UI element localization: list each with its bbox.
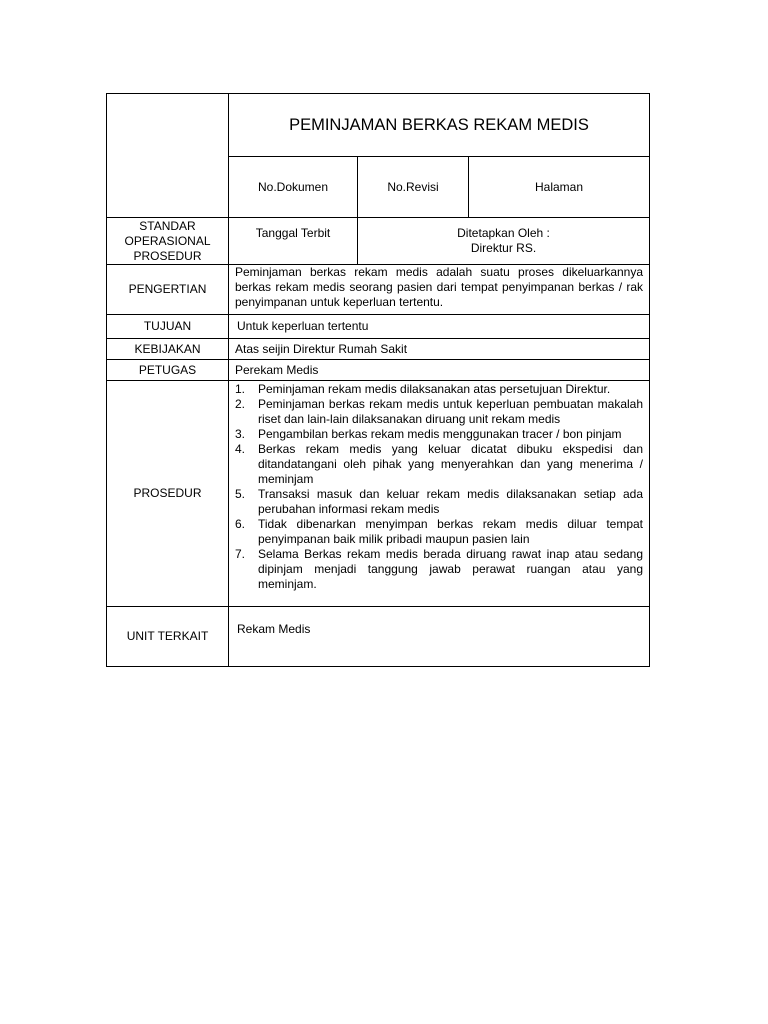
kebijakan-text: Atas seijin Direktur Rumah Sakit	[229, 339, 650, 360]
revision-number-header: No.Revisi	[358, 157, 469, 218]
document-title: PEMINJAMAN BERKAS REKAM MEDIS	[229, 94, 650, 157]
petugas-label: PETUGAS	[107, 360, 229, 381]
list-item: 4. Berkas rekam medis yang keluar dicatat dibuku ekspedisi dan ditandatangani oleh pihak yang menyerahkan dan yang menerima / meminjam	[235, 442, 644, 486]
list-item: 6. Tidak dibenarkan menyimpan berkas rekam medis diluar tempat penyimpanan baik milik pribadi maupun pasien lain	[235, 517, 644, 546]
prosedur-steps	[229, 381, 650, 607]
unit-terkait-label: UNIT TERKAIT	[107, 607, 229, 667]
list-item: 3. Pengambilan berkas rekam medis menggunakan tracer / bon pinjam	[235, 427, 622, 441]
doc-number-header: No.Dokumen	[229, 157, 358, 218]
tujuan-text: Untuk keperluan tertentu	[229, 315, 650, 339]
kebijakan-label: KEBIJAKAN	[107, 339, 229, 360]
tujuan-label: TUJUAN	[107, 315, 229, 339]
logo-cell	[107, 94, 229, 218]
pengertian-text: Peminjaman berkas rekam medis adalah suatu proses dikeluarkannya berkas rekam medis seorang pasien dari tempat penyimpanan berkas / rak penyimpanan untuk keperluan tertentu.	[229, 265, 650, 315]
list-item: 2. Peminjaman berkas rekam medis untuk keperluan pembuatan makalah riset dan lain-lain dilaksanakan diruang unit rekam medis	[235, 397, 644, 426]
prosedur-label: PROSEDUR	[107, 381, 229, 607]
issue-date-label: Tanggal Terbit	[229, 218, 358, 265]
sop-label: STANDAR OPERASIONAL PROSEDUR	[107, 218, 229, 265]
approved-by: Ditetapkan Oleh : Direktur RS.	[358, 218, 650, 265]
list-item: 1. Peminjaman rekam medis dilaksanakan atas persetujuan Direktur.	[235, 382, 611, 396]
page-header: Halaman	[469, 157, 650, 218]
list-item: 7. Selama Berkas rekam medis berada diruang rawat inap atau sedang dipinjam menjadi tanggung jawab perawat ruangan atau yang meminjam.	[235, 547, 644, 591]
sop-table	[106, 93, 650, 667]
petugas-text: Perekam Medis	[229, 360, 650, 381]
list-item: 5. Transaksi masuk dan keluar rekam medis dilaksanakan setiap ada perubahan informasi rekam medis	[235, 487, 644, 516]
unit-terkait-text: Rekam Medis	[229, 607, 650, 667]
pengertian-label: PENGERTIAN	[107, 265, 229, 315]
prosedur-list	[235, 382, 643, 592]
